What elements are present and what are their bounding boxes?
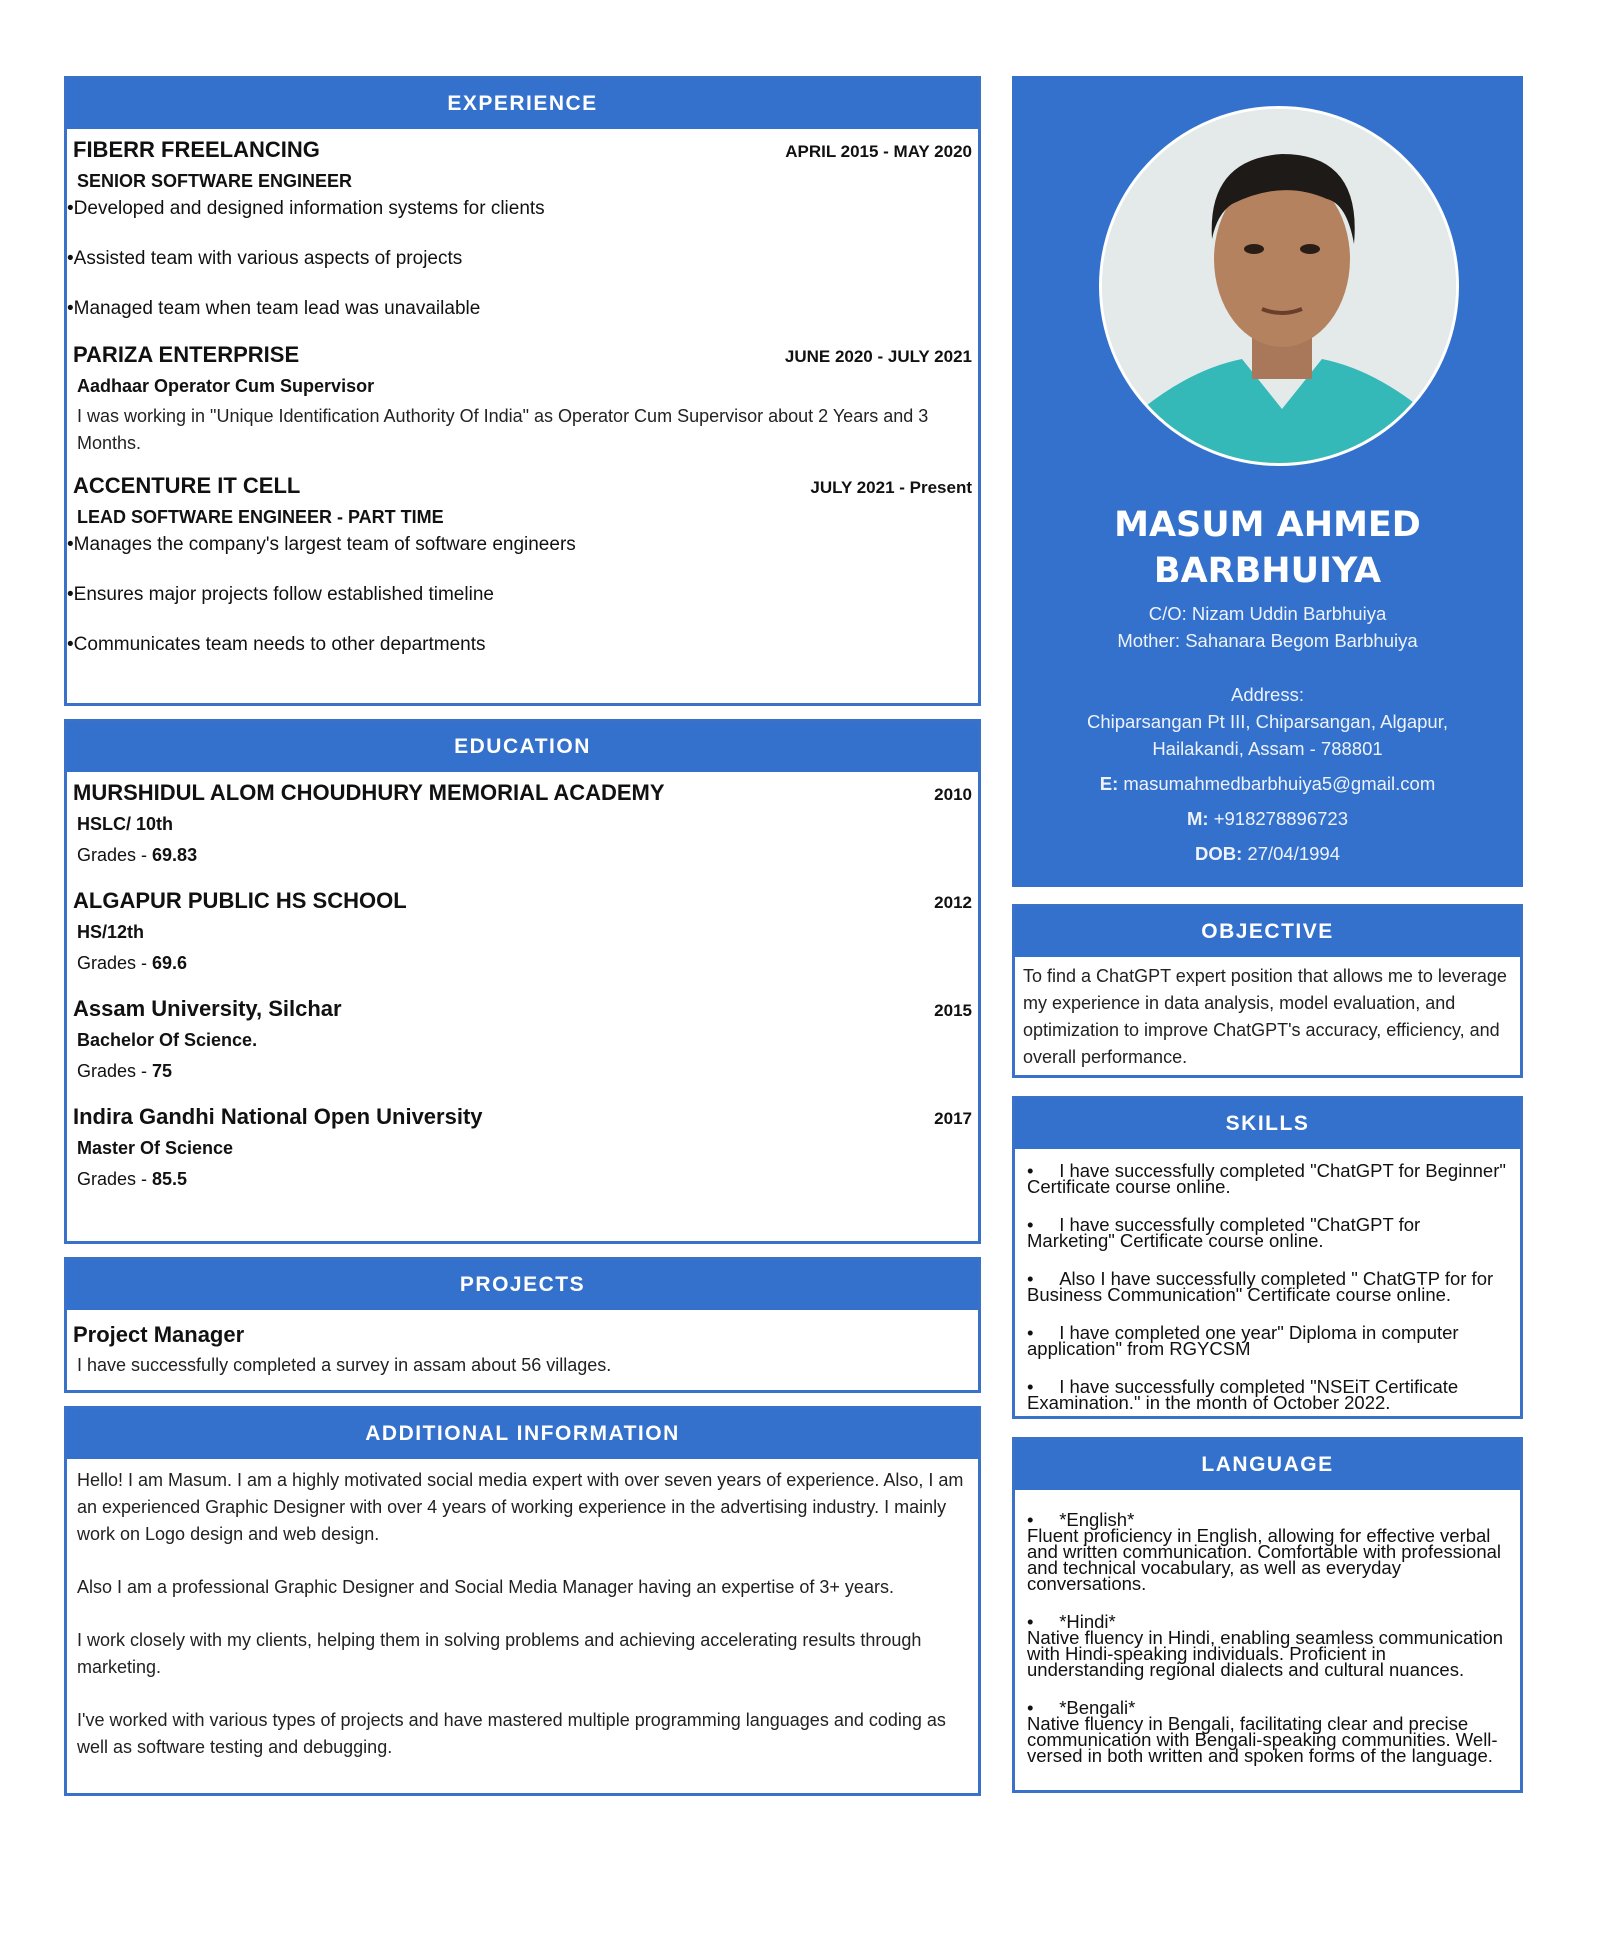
school-name: MURSHIDUL ALOM CHOUDHURY MEMORIAL ACADEMY — [73, 780, 665, 805]
dob — [1012, 840, 1523, 867]
bullet-icon: • — [1027, 1322, 1060, 1343]
job-role: SENIOR SOFTWARE ENGINEER — [77, 171, 353, 191]
education-entry — [73, 996, 972, 1082]
name-line: MASUM AHMED — [1114, 505, 1421, 545]
guardian: C/O: Nizam Uddin Barbhuiya — [1148, 603, 1387, 624]
skill-item — [1027, 1322, 1508, 1359]
mother: Mother: Sahanara Begom Barbhuiya — [1117, 630, 1418, 651]
email — [1012, 770, 1523, 797]
job-dates: JUNE 2020 - JULY 2021 — [784, 347, 972, 366]
degree: HS/12th — [77, 922, 145, 942]
address-label: Address: — [1230, 684, 1304, 705]
job-bullet: •Ensures major projects follow established timeline — [67, 584, 494, 605]
job-bullet: •Manages the company's largest team of software engineers — [67, 534, 576, 555]
section-title: SKILLS — [1015, 1099, 1520, 1149]
skill-item — [1027, 1376, 1508, 1413]
education-year: 2017 — [934, 1109, 972, 1128]
language-name: *Hindi* — [1059, 1611, 1116, 1632]
grade-value: 69.83 — [152, 845, 198, 865]
mobile — [1012, 805, 1523, 832]
info-paragraph: I've worked with various types of projects and have mastered multiple programming languages and coding as well as software testing and debugging. — [77, 1710, 946, 1757]
grade-label: Grades - — [77, 953, 153, 973]
section-title: EDUCATION — [67, 722, 978, 772]
profile-card — [1012, 76, 1523, 887]
school-name: Indira Gandhi National Open University — [73, 1104, 483, 1129]
section-title: OBJECTIVE — [1015, 907, 1520, 957]
project-name: Project Manager — [73, 1322, 245, 1347]
bullet-icon: • — [1027, 1697, 1060, 1718]
education-year: 2010 — [934, 785, 972, 804]
skills-list — [1015, 1149, 1520, 1447]
language-item — [1027, 1697, 1508, 1766]
grade-label: Grades - — [77, 845, 153, 865]
education-entry — [73, 888, 972, 974]
address-line: Chiparsangan Pt III, Chiparsangan, Algapur, — [1087, 711, 1448, 732]
education-year: 2012 — [934, 893, 972, 912]
grade-value: 75 — [152, 1061, 173, 1081]
projects-section — [64, 1257, 981, 1393]
bullet-icon: • — [1027, 1376, 1060, 1397]
name-line: BARBHUIYA — [1153, 551, 1382, 591]
education-entry — [73, 780, 972, 866]
language-description: Native fluency in Bengali, facilitating clear and precise communication with Bengali-speaking communities. Well-versed in both written and spoken forms of the language. — [1027, 1713, 1498, 1766]
grade-label: Grades - — [77, 1061, 153, 1081]
company-name: ACCENTURE IT CELL — [73, 473, 301, 498]
school-name: Assam University, Silchar — [73, 996, 342, 1021]
info-paragraph: Hello! I am Masum. I am a highly motivated social media expert with over seven years of experience. Also, I am an experienced Graphic Designer with over 4 years of working experience in the advertising industry. I mainly work on Logo design and web design. — [77, 1470, 964, 1544]
bullet-icon: • — [1027, 1214, 1060, 1235]
job-description: I was working in "Unique Identification Authority Of India" as Operator Cum Supervisor about 2 Years and 3 Months. — [77, 406, 929, 453]
skills-section — [1012, 1096, 1523, 1419]
skill-text: Also I have successfully completed " ChatGTP for for Business Communication" Certificate course online. — [1027, 1268, 1494, 1305]
grade — [77, 953, 972, 974]
section-title: PROJECTS — [67, 1260, 978, 1310]
company-name: PARIZA ENTERPRISE — [73, 342, 300, 367]
skill-item — [1027, 1214, 1508, 1251]
skill-text: I have successfully completed "ChatGPT for Marketing" Certificate course online. — [1027, 1214, 1421, 1251]
profile-photo — [1099, 106, 1459, 466]
language-name: *Bengali* — [1059, 1697, 1136, 1718]
bullet-icon: • — [1027, 1611, 1060, 1632]
grade-value: 85.5 — [152, 1169, 188, 1189]
dob-label: DOB: — [1194, 843, 1243, 864]
language-item — [1027, 1611, 1508, 1680]
grade — [77, 1061, 972, 1082]
dob-value: 27/04/1994 — [1247, 843, 1340, 864]
mobile-label: M: — [1187, 808, 1209, 829]
mobile-value: +918278896723 — [1213, 808, 1348, 829]
language-section — [1012, 1437, 1523, 1793]
bullet-icon: • — [1027, 1268, 1060, 1289]
job-role: Aadhaar Operator Cum Supervisor — [77, 376, 375, 396]
project-description: I have successfully completed a survey in assam about 56 villages. — [77, 1355, 612, 1375]
job-bullet: •Communicates team needs to other departments — [67, 634, 486, 655]
objective-section — [1012, 904, 1523, 1078]
grade-value: 69.6 — [152, 953, 188, 973]
job-bullet: •Developed and designed information systems for clients — [67, 198, 545, 219]
job-dates: JULY 2021 - Present — [810, 478, 972, 497]
education-year: 2015 — [934, 1001, 972, 1020]
job-bullet: •Managed team when team lead was unavailable — [67, 298, 481, 319]
grade-label: Grades - — [77, 1169, 153, 1189]
info-paragraph: Also I am a professional Graphic Designer and Social Media Manager having an expertise of 3+ years. — [77, 1577, 894, 1597]
section-title: EXPERIENCE — [67, 79, 978, 129]
job-entry — [67, 137, 972, 320]
language-name: *English* — [1059, 1509, 1135, 1530]
bullet-icon: • — [1027, 1509, 1060, 1530]
objective-text: To find a ChatGPT expert position that allows me to leverage my experience in data analysis, model evaluation, and optimization to improve ChatGPT's accuracy, efficiency, and overall performance. — [1023, 966, 1507, 1067]
address-line: Hailakandi, Assam - 788801 — [1152, 738, 1383, 759]
section-title: LANGUAGE — [1015, 1440, 1520, 1490]
info-paragraph: I work closely with my clients, helping them in solving problems and achieving accelerating results through marketing. — [77, 1630, 922, 1677]
job-entry — [67, 473, 972, 656]
person-portrait-icon — [1102, 109, 1459, 466]
email-value[interactable]: masumahmedbarbhuiya5@gmail.com — [1123, 773, 1436, 794]
language-description: Native fluency in Hindi, enabling seamless communication with Hindi-speaking individuals. Proficient in understanding regional dialects and cultural nuances. — [1027, 1627, 1504, 1680]
skill-item — [1027, 1268, 1508, 1305]
skill-text: I have completed one year" Diploma in computer application" from RGYCSM — [1027, 1322, 1459, 1359]
degree: Master Of Science — [77, 1138, 234, 1158]
grade — [77, 1169, 972, 1190]
degree: Bachelor Of Science. — [77, 1030, 258, 1050]
candidate-name — [1012, 502, 1523, 594]
job-role: LEAD SOFTWARE ENGINEER - PART TIME — [77, 507, 444, 527]
skill-item — [1027, 1160, 1508, 1197]
language-list — [1015, 1490, 1520, 1800]
bullet-icon: • — [1027, 1160, 1060, 1181]
skill-text: I have successfully completed "NSEiT Certificate Examination." in the month of October 2022. — [1027, 1376, 1459, 1413]
email-label: E: — [1099, 773, 1119, 794]
section-title: ADDITIONAL INFORMATION — [67, 1409, 978, 1459]
grade — [77, 845, 972, 866]
degree: HSLC/ 10th — [77, 814, 174, 834]
skill-text: I have successfully completed "ChatGPT for Beginner" Certificate course online. — [1027, 1160, 1506, 1197]
company-name: FIBERR FREELANCING — [73, 137, 320, 162]
job-bullet: •Assisted team with various aspects of projects — [67, 248, 463, 269]
job-dates: APRIL 2015 - MAY 2020 — [785, 142, 972, 161]
experience-section — [64, 76, 981, 706]
school-name: ALGAPUR PUBLIC HS SCHOOL — [73, 888, 407, 913]
education-section — [64, 719, 981, 1244]
additional-info-section — [64, 1406, 981, 1796]
language-item — [1027, 1509, 1508, 1594]
education-entry — [73, 1104, 972, 1190]
contact-info — [1012, 600, 1523, 867]
job-entry — [73, 342, 972, 457]
language-description: Fluent proficiency in English, allowing for effective verbal and written communication. Comfortable with professional and technical vocabulary, as well as everyday conversations. — [1027, 1525, 1502, 1594]
